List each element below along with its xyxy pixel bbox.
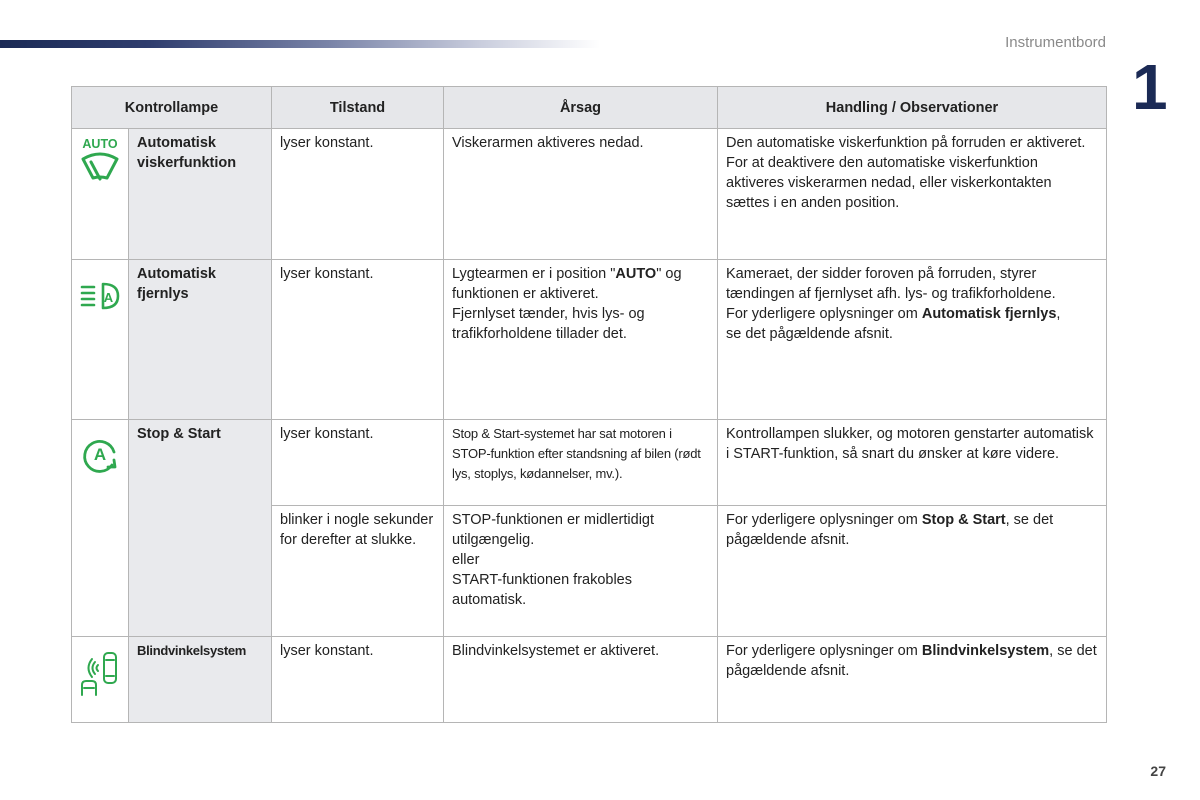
icon-cell xyxy=(72,129,129,260)
table-row xyxy=(72,260,1107,420)
stop-start-icon xyxy=(79,434,121,474)
icon-cell xyxy=(72,420,129,637)
state-text: lyser konstant. xyxy=(272,637,444,723)
cause-text: STOP-funktionen er midlertidigt utilgængelig. eller START-funktionen frakobles automatisk. xyxy=(444,506,718,637)
cause-text: Viskerarmen aktiveres nedad. xyxy=(444,129,718,260)
page-number: 27 xyxy=(1150,763,1166,779)
state-text: lyser konstant. xyxy=(272,129,444,260)
icon-cell xyxy=(72,637,129,723)
blind-spot-icon xyxy=(78,647,122,697)
chapter-number: 1 xyxy=(1132,51,1166,123)
column-header-arsag: Årsag xyxy=(444,87,718,129)
icon-cell xyxy=(72,260,129,420)
lamp-name: Automatisk fjernlys xyxy=(129,260,272,420)
table-row xyxy=(72,129,1107,260)
table-row xyxy=(72,420,1107,506)
warning-lamp-table xyxy=(71,86,1107,723)
state-text: lyser konstant. xyxy=(272,260,444,420)
column-header-handling: Handling / Observationer xyxy=(718,87,1107,129)
lamp-name: Automatisk viskerfunktion xyxy=(129,129,272,260)
cause-text: Stop & Start-systemet har sat motoren i STOP-funktion efter standsning af bilen (rødt lys, stoplys, kødannelser, mv.). xyxy=(444,420,718,506)
table-row xyxy=(72,637,1107,723)
cause-text: Lygtearmen er i position "AUTO" og funktionen er aktiveret. Fjernlyset tænder, hvis lys- og trafikforholdene tillader det. xyxy=(444,260,718,420)
header-gradient-bar xyxy=(0,40,600,48)
automatic-high-beam-icon xyxy=(79,280,121,314)
action-text: For yderligere oplysninger om Blindvinkelsystem, se det pågældende afsnit. xyxy=(718,637,1107,723)
action-text: Kontrollampen slukker, og motoren genstarter automatisk i START-funktion, så snart du ønsker at køre videre. xyxy=(718,420,1107,506)
state-text: blinker i nogle sekunder for derefter at slukke. xyxy=(272,506,444,637)
column-header-tilstand: Tilstand xyxy=(272,87,444,129)
svg-text:A: A xyxy=(103,290,114,305)
table-header-row xyxy=(72,87,1107,129)
svg-text:A: A xyxy=(93,445,107,464)
action-text: For yderligere oplysninger om Stop & Start, se det pågældende afsnit. xyxy=(718,506,1107,637)
automatic-wiper-icon xyxy=(79,135,121,185)
state-text: lyser konstant. xyxy=(272,420,444,506)
action-text: Den automatiske viskerfunktion på forruden er aktiveret. For at deaktivere den automatiske viskerfunktion aktiveres viskerarmen nedad, eller viskerkontakten sættes i en anden position. xyxy=(718,129,1107,260)
lamp-name: Blindvinkelsystem xyxy=(129,637,272,723)
section-title: Instrumentbord xyxy=(1005,34,1106,51)
column-header-kontrollampe: Kontrollampe xyxy=(72,87,272,129)
svg-text:AUTO: AUTO xyxy=(82,137,118,151)
action-text: Kameraet, der sidder foroven på forruden, styrer tændingen af fjernlyset afh. lys- og trafikforholdene. For yderligere oplysninger om Automatisk fjernlys, se det pågældende afsnit. xyxy=(718,260,1107,420)
cause-text: Blindvinkelsystemet er aktiveret. xyxy=(444,637,718,723)
lamp-name: Stop & Start xyxy=(129,420,272,637)
